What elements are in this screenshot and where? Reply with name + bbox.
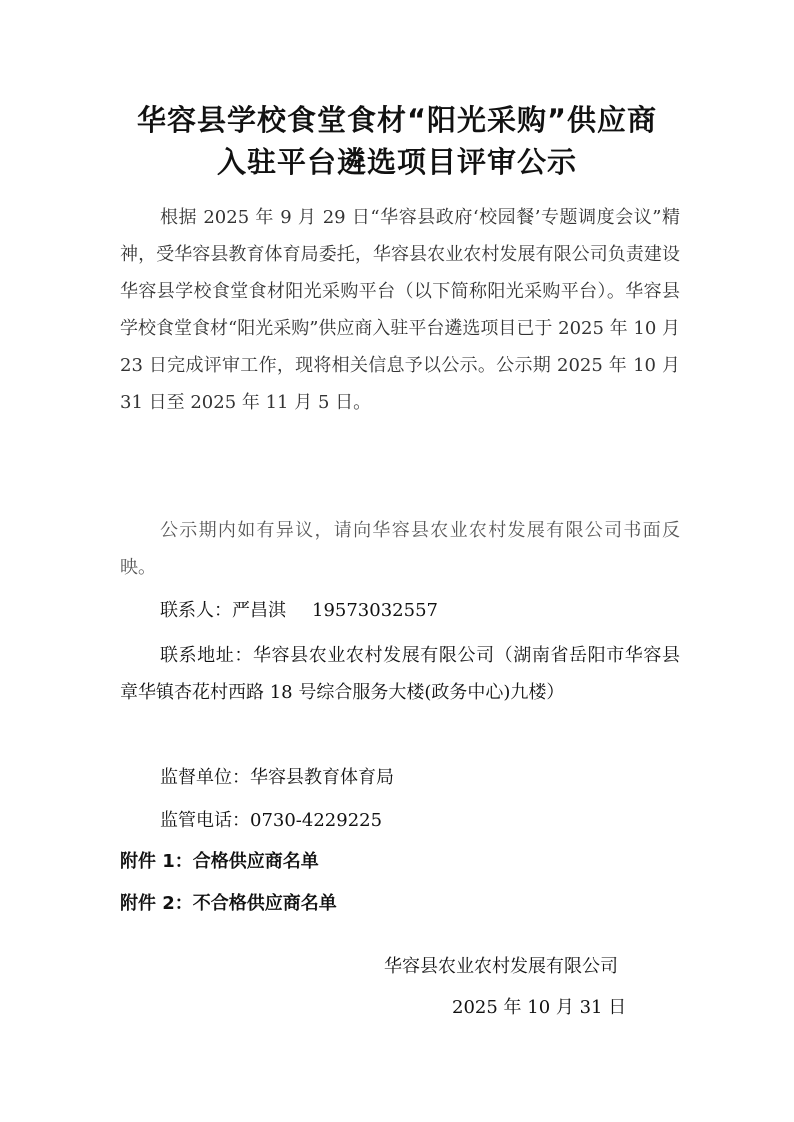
title-line-1: 华容县学校食堂食材“阳光采购”供应商 — [136, 103, 658, 137]
supervisor-phone: 监管电话：0730-4229225 — [160, 810, 383, 831]
contact-phone: 19573032557 — [312, 600, 438, 621]
attachment-1: 附件 1：合格供应商名单 — [120, 851, 319, 872]
contact-label: 联系人： — [160, 600, 232, 621]
objection-paragraph: 公示期内如有异议，请向华容县农业农村发展有限公司书面反映。 — [120, 520, 680, 578]
contact-address: 联系地址：华容县农业农村发展有限公司（湖南省岳阳市华容县章华镇杏花村西路 18 号综合服务大楼(政务中心)九楼） — [120, 645, 680, 703]
contact-name: 严昌淇 — [232, 600, 286, 621]
supervisor-unit: 监督单位：华容县教育体育局 — [160, 767, 394, 788]
main-paragraph: 根据 2025 年 9 月 29 日“华容县政府‘校园餐’专题调度会议”精神，受华容县教育体育局委托，华容县农业农村发展有限公司负责建设华容县学校食堂食材阳光采购平台（以下简称阳光采购平台）。华容县学校食堂食材“阳光采购”供应商入驻平台遴选项目已于 2025 年 10 月 23 日完成评审工作，现将相关信息予以公示。公示期 2025 年 10 月 31 日至 2025 年 11 月 5 日。 — [120, 207, 681, 413]
attachment-2: 附件 2：不合格供应商名单 — [120, 893, 337, 914]
signature-date: 2025 年 10 月 31 日 — [452, 997, 627, 1018]
contact-person-line — [160, 596, 438, 626]
title-line-2: 入驻平台遴选项目评审公示 — [216, 145, 577, 179]
signature-organization: 华容县农业农村发展有限公司 — [384, 956, 618, 977]
